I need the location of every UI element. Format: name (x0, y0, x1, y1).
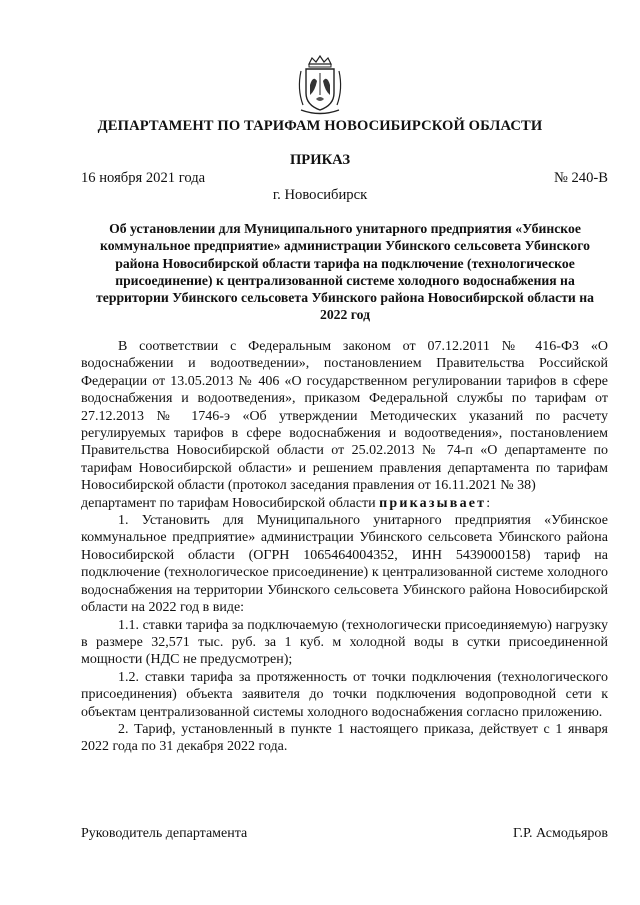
orders-paragraph (81, 495, 608, 512)
order-number: № 240-В (553, 170, 608, 186)
signatory-name: Г.Р. Асмодьяров (512, 826, 608, 841)
order-title: Об установлении для Муниципального унитарного предприятия «Убинское коммунальное предприятие» администрации Убинского сельсовета Убинского района Новосибирской области тарифа на подключение (технологическое присоединение) к централизованной системе холодного водоснабжения на территории Убинского сельсовета Убинского района Новосибирской области на 2022 год (96, 221, 594, 323)
order-body (81, 338, 608, 756)
order-date: 16 ноября 2021 года (81, 170, 206, 186)
city: г. Новосибирск (272, 187, 368, 203)
preamble-paragraph: В соответствии с Федеральным законом от 07.12.2011 № 416-ФЗ «О водоснабжении и водоотведении», постановлением Правительства Российской Федерации от 13.05.2013 № 406 «О государственном регулировании тарифов в сфере водоснабжения и водоотведения», приказом Федеральной службы по тарифам от 27.12.2013 № 1746-э «Об утверждении Методических указаний по расчету регулируемых тарифов в сфере водоснабжения и водоотведения», постановлением Правительства Новосибирской области от 25.02.2013 № 74-п «О департаменте по тарифам Новосибирской области» и решением правления департамента по тарифам Новосибирской области (протокол заседания правления от 16.11.2021 № 38) (81, 339, 608, 494)
orders-word: приказывает (379, 495, 487, 511)
document-type: ПРИКАЗ (289, 152, 351, 168)
coat-of-arms-icon (295, 55, 345, 117)
item-2: 2. Тариф, установленный в пункте 1 настоящего приказа, действует с 1 января 2022 года по 31 декабря 2022 года. (81, 721, 608, 755)
orders-lead: департамент по тарифам Новосибирской области (81, 495, 376, 511)
item-1: 1. Установить для Муниципального унитарного предприятия «Убинское коммунальное предприятие» администрации Убинского сельсовета Убинского района Новосибирской области (ОГРН 1065464004352, ИНН 5439000158) тариф на подключение (технологическое присоединение) к централизованной системе холодного водоснабжения на территории Убинского сельсовета Убинского района Новосибирской области на 2022 год в виде: (81, 513, 608, 616)
orders-colon: : (486, 495, 491, 511)
department-name: ДЕПАРТАМЕНТ ПО ТАРИФАМ НОВОСИБИРСКОЙ ОБЛАСТИ (97, 118, 543, 134)
item-1-2: 1.2. ставки тарифа за протяженность от точки подключения (технологического присоединения) объекта заявителя до точки подключения водопроводной сети к объектам централизованной системы холодного водоснабжения согласно приложению. (81, 669, 608, 720)
signatory-position: Руководитель департамента (81, 826, 248, 841)
item-1-1: 1.1. ставки тарифа за подключаемую (технологически присоединяемую) нагрузку в размере 32,571 тыс. руб. за 1 куб. м холодной воды в сутки присоединенной мощности (НДС не предусмотрен); (81, 617, 608, 668)
